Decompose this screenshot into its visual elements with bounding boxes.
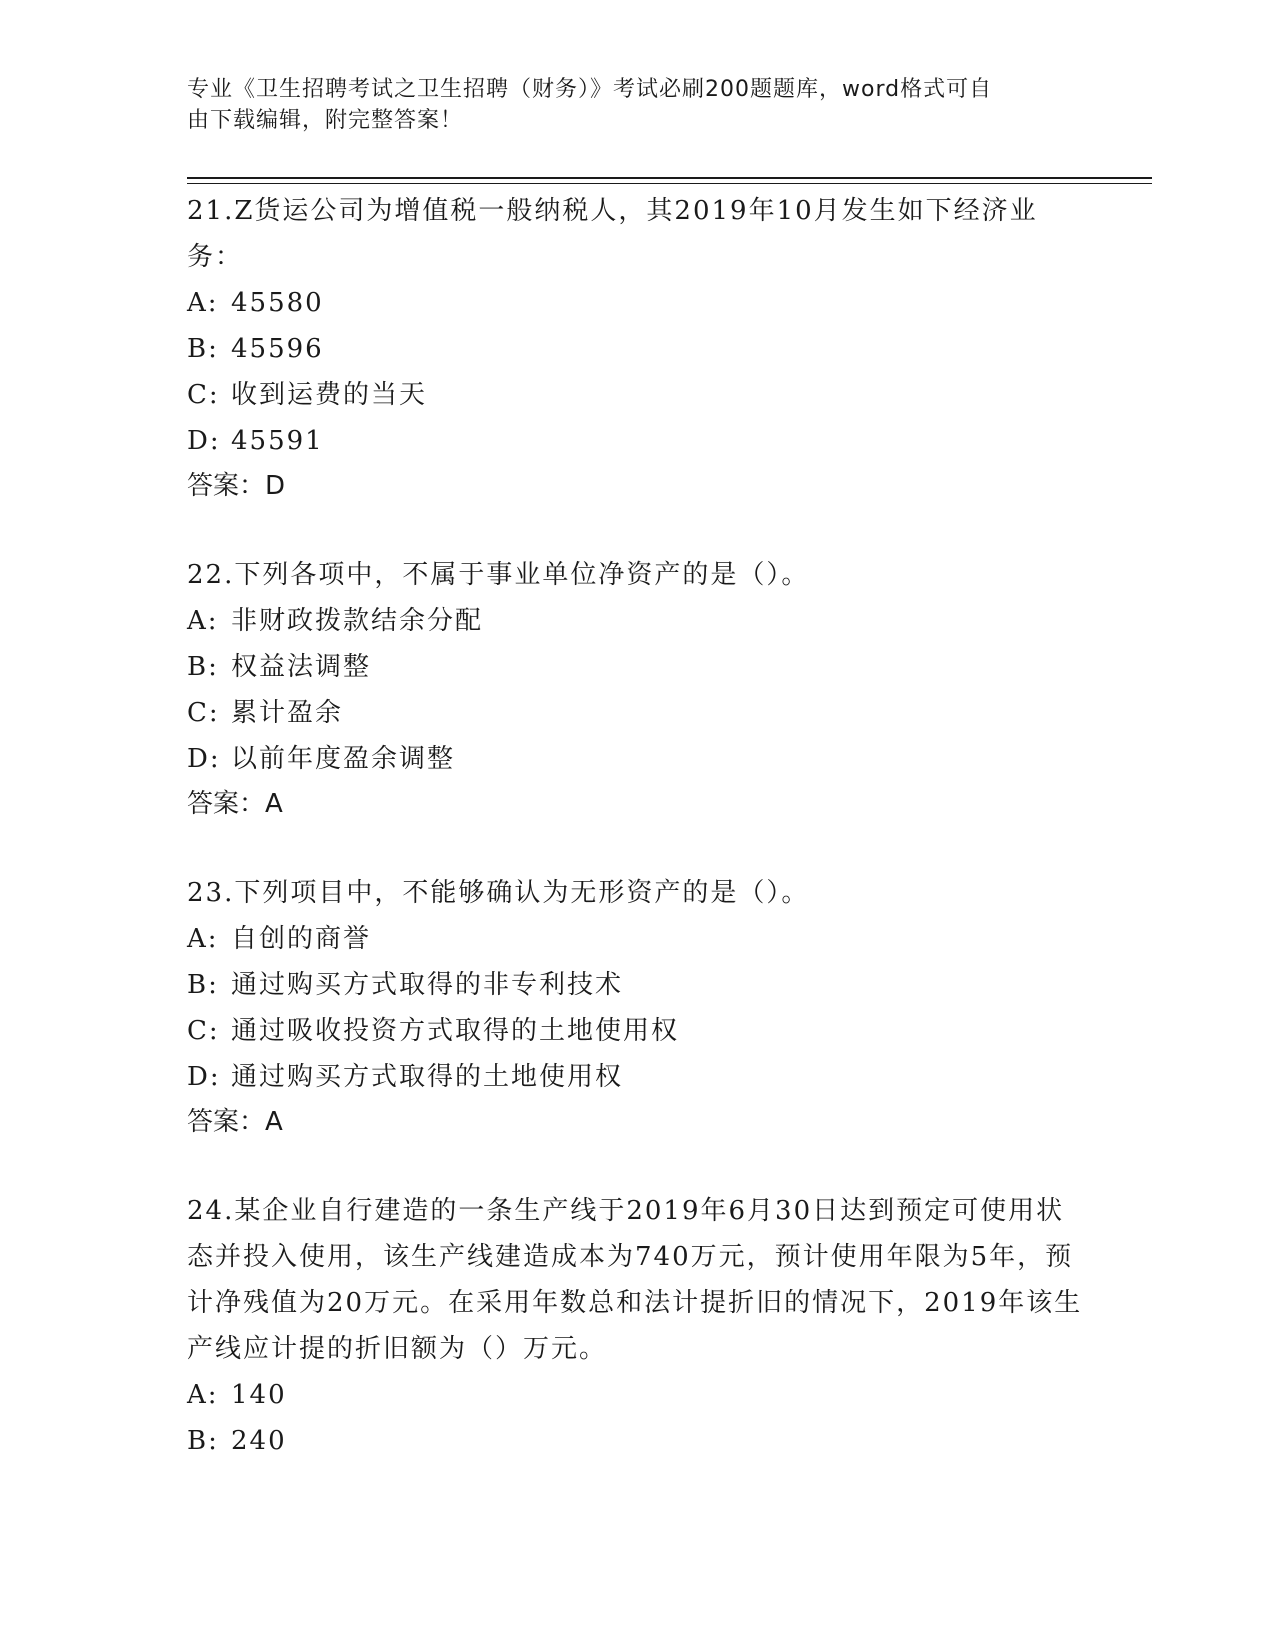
- option-key: C:: [187, 1016, 220, 1046]
- option-text: 140: [231, 1380, 287, 1410]
- question-stem: 21.Z货运公司为增值税一般纳税人，其2019年10月发生如下经济业务：: [187, 196, 1038, 272]
- option-c: [187, 1008, 1087, 1054]
- option-key: A:: [187, 606, 219, 636]
- option-key: B:: [187, 970, 219, 1000]
- question-stem: 24.某企业自行建造的一条生产线于2019年6月30日达到预定可使用状态并投入使用，该生产线建造成本为740万元，预计使用年限为5年，预计净残值为20万元。在采用年数总和法计提折旧的情况下，2019年该生产线应计提的折旧额为（）万元。: [187, 1196, 1083, 1364]
- option-text: 自创的商誉: [231, 924, 372, 954]
- option-text: 权益法调整: [231, 652, 372, 682]
- option-key: A:: [187, 1380, 219, 1410]
- option-text: 通过购买方式取得的非专利技术: [231, 970, 624, 1000]
- option-text: 非财政拨款结余分配: [231, 606, 484, 636]
- option-text: 累计盈余: [231, 698, 344, 728]
- question-stem: 23.下列项目中，不能够确认为无形资产的是（）。: [187, 878, 810, 908]
- option-key: C:: [187, 698, 220, 728]
- option-text: 240: [231, 1426, 287, 1456]
- option-b: [187, 1418, 1087, 1464]
- document-header: [187, 74, 1067, 136]
- option-d: [187, 1054, 1087, 1100]
- header-line-2: 由下载编辑，附完整答案！: [187, 108, 464, 133]
- option-key: B:: [187, 334, 219, 364]
- option-key: B:: [187, 652, 219, 682]
- option-key: D:: [187, 426, 221, 456]
- option-b: [187, 644, 1087, 690]
- option-a: [187, 916, 1087, 962]
- question-23: [187, 870, 1087, 1144]
- option-text: 通过购买方式取得的土地使用权: [231, 1062, 624, 1092]
- option-c: [187, 372, 1087, 418]
- header-divider-thick: [187, 177, 1152, 179]
- answer-line: 答案：D: [187, 471, 286, 501]
- question-22: [187, 552, 1087, 826]
- option-text: 45580: [231, 288, 324, 318]
- option-text: 45591: [231, 426, 324, 456]
- option-key: B:: [187, 1426, 219, 1456]
- option-d: [187, 418, 1087, 464]
- answer-line: 答案：A: [187, 1107, 283, 1137]
- question-21: [187, 188, 1087, 508]
- option-key: D:: [187, 1062, 221, 1092]
- option-text: 收到运费的当天: [231, 380, 428, 410]
- option-text: 以前年度盈余调整: [231, 744, 456, 774]
- question-stem: 22.下列各项中，不属于事业单位净资产的是（）。: [187, 560, 810, 590]
- header-divider-thin: [187, 183, 1152, 184]
- option-a: [187, 1372, 1087, 1418]
- option-d: [187, 736, 1087, 782]
- option-b: [187, 326, 1087, 372]
- answer-line: 答案：A: [187, 789, 283, 819]
- option-a: [187, 280, 1087, 326]
- header-line-1: 专业《卫生招聘考试之卫生招聘（财务）》考试必刷200题题库，word格式可自: [187, 77, 993, 102]
- option-c: [187, 690, 1087, 736]
- option-a: [187, 598, 1087, 644]
- option-key: D:: [187, 744, 221, 774]
- question-24: [187, 1188, 1087, 1464]
- option-text: 通过吸收投资方式取得的土地使用权: [231, 1016, 680, 1046]
- option-key: A:: [187, 924, 219, 954]
- option-text: 45596: [231, 334, 324, 364]
- option-key: A:: [187, 288, 219, 318]
- question-list: [187, 188, 1087, 1508]
- option-b: [187, 962, 1087, 1008]
- option-key: C:: [187, 380, 220, 410]
